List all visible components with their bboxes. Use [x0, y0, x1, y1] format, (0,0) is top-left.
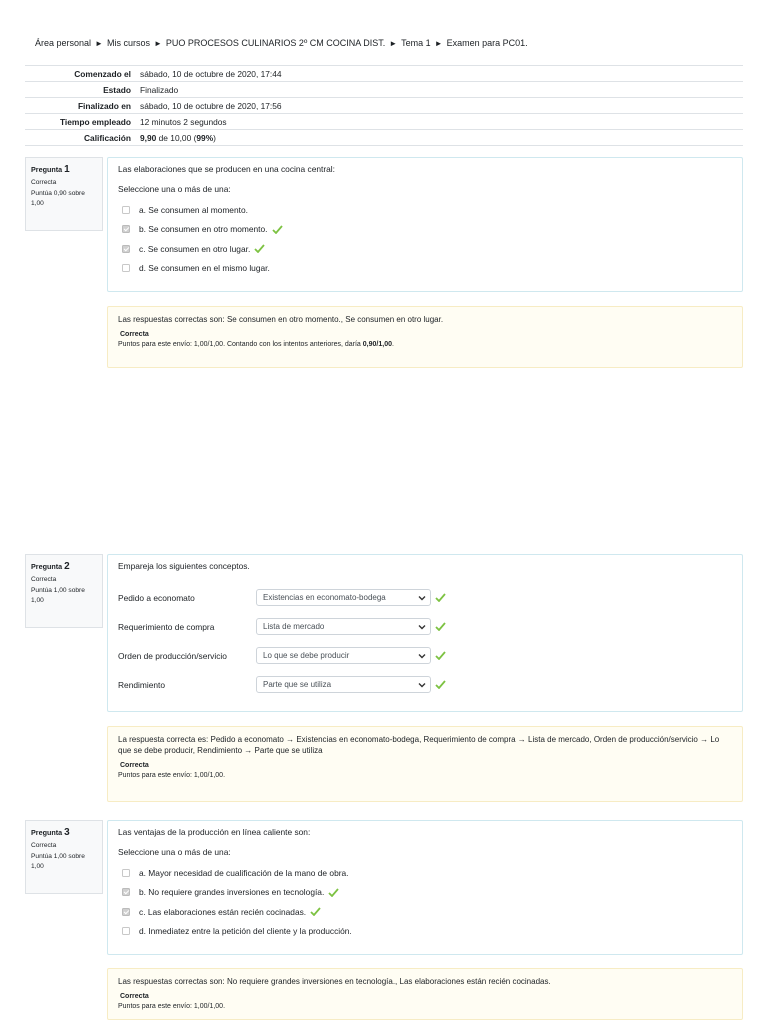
answer-option[interactable]: [118, 902, 732, 922]
question-info: [25, 820, 103, 894]
summary-label: Tiempo empleado: [59, 116, 131, 127]
check-icon: [328, 888, 339, 897]
answer-checkbox[interactable]: [122, 245, 130, 253]
feedback-grade-bold: 0,90/1,00: [362, 340, 392, 348]
match-selected-value: Lista de mercado: [263, 622, 325, 631]
match-row: [118, 670, 732, 699]
summary-row: [25, 66, 743, 82]
feedback-state: Correcta: [120, 762, 149, 770]
summary-row: [25, 114, 743, 130]
summary-value: sábado, 10 de octubre de 2020, 17:44: [140, 68, 282, 79]
match-select[interactable]: [256, 618, 431, 635]
answer-checkbox[interactable]: [122, 206, 130, 214]
answer-option[interactable]: [118, 239, 732, 259]
right-answer: Las respuestas correctas son: Se consumen en otro momento., Se consumen en otro lugar.: [118, 315, 444, 324]
question-text: Las elaboraciones que se producen en una cocina central:: [118, 164, 335, 174]
match-label: Pedido a economato: [118, 592, 195, 603]
summary-value: 12 minutos 2 segundos: [140, 116, 227, 127]
match-label: Requerimiento de compra: [118, 621, 215, 632]
match-row: [118, 583, 732, 612]
answer-label: a. Se consumen al momento.: [139, 204, 248, 215]
feedback-state: Correcta: [120, 331, 149, 339]
answer-checkbox[interactable]: [122, 264, 130, 272]
question-state: Correcta: [31, 842, 57, 849]
answer-label: b. Se consumen en otro momento.: [139, 224, 268, 235]
summary-label: Estado: [103, 84, 131, 95]
match-selected-value: Parte que se utiliza: [263, 680, 332, 689]
question-info: [25, 554, 103, 628]
question-prompt: Seleccione una o más de una:: [118, 184, 231, 194]
grade-label: Calificación: [83, 132, 131, 143]
chevron-down-icon: [418, 682, 426, 688]
breadcrumb-separator: ►: [153, 39, 162, 48]
question-feedback: [107, 968, 743, 1020]
summary-row: [25, 82, 743, 98]
summary-label: Finalizado en: [77, 100, 131, 111]
question-prefix: Pregunta: [31, 828, 63, 837]
question-info: [25, 157, 103, 231]
question-mark: Puntúa 0,90 sobre 1,00: [31, 189, 85, 208]
question-text: Las ventajas de la producción en línea caliente son:: [118, 827, 311, 837]
breadcrumb-separator: ►: [389, 39, 398, 48]
check-icon: [272, 225, 283, 234]
right-answer: Las respuestas correctas son: No requiere grandes inversiones en tecnología., Las elaboraciones están recién cocinadas.: [118, 977, 551, 986]
answer-option[interactable]: [118, 922, 732, 942]
question-prefix: Pregunta: [31, 562, 63, 571]
match-label: Orden de producción/servicio: [118, 650, 227, 661]
question-number: [31, 559, 97, 575]
question-feedback: [107, 726, 743, 802]
answer-label: b. No requiere grandes inversiones en tecnología.: [139, 887, 325, 898]
summary-value: sábado, 10 de octubre de 2020, 17:56: [140, 100, 282, 111]
summary-label: Comenzado el: [74, 68, 131, 79]
chevron-down-icon: [418, 595, 426, 601]
answer-option[interactable]: [118, 863, 732, 883]
feedback-grade-text: Puntos para este envío: 1,00/1,00. Contando con los intentos anteriores, daría: [118, 340, 361, 348]
match-selected-value: Lo que se debe producir: [263, 651, 350, 660]
feedback-grade: Puntos para este envío: 1,00/1,00.: [118, 1002, 226, 1010]
summary-value: Finalizado: [140, 84, 179, 95]
match-selected-value: Existencias en economato-bodega: [263, 593, 386, 602]
question-feedback: [107, 306, 743, 368]
question-number-value: 2: [64, 561, 70, 572]
question-content: [107, 157, 743, 292]
check-icon: [435, 593, 446, 602]
match-label: Rendimiento: [118, 679, 166, 690]
answer-checkbox[interactable]: [122, 869, 130, 877]
match-select[interactable]: [256, 647, 431, 664]
question-prompt: Seleccione una o más de una:: [118, 847, 231, 857]
grade-of: de 10,00: [158, 132, 192, 143]
breadcrumb-home[interactable]: Área personal: [35, 38, 92, 48]
question-state: Correcta: [31, 179, 57, 186]
grade-percent: 99%: [196, 132, 214, 143]
check-icon: [310, 907, 321, 916]
check-icon: [435, 651, 446, 660]
answer-option[interactable]: [118, 259, 732, 279]
question-mark: Puntúa 1,00 sobre 1,00: [31, 586, 85, 605]
match-row: [118, 641, 732, 670]
answer-label: c. Las elaboraciones están recién cocinadas.: [139, 906, 307, 917]
question-number: [31, 825, 97, 841]
breadcrumb: [35, 38, 528, 48]
question-prefix: Pregunta: [31, 165, 63, 174]
breadcrumb-separator: ►: [95, 39, 103, 48]
answer-checkbox[interactable]: [122, 908, 130, 916]
attempt-summary-table: [25, 65, 743, 146]
question-number: [31, 162, 97, 178]
question-content: [107, 820, 743, 955]
grade-score: 9,90: [140, 132, 157, 143]
question-mark: Puntúa 1,00 sobre 1,00: [31, 852, 85, 871]
answer-label: a. Mayor necesidad de cualificación de la mano de obra.: [139, 867, 349, 878]
question-number-value: 3: [64, 827, 70, 838]
answer-label: c. Se consumen en otro lugar.: [139, 243, 251, 254]
answer-checkbox[interactable]: [122, 225, 130, 233]
summary-row: [25, 98, 743, 114]
feedback-grade: Puntos para este envío: 1,00/1,00. Contando con los intentos anteriores, daría 0,90/1,00.: [118, 340, 394, 348]
answer-option[interactable]: [118, 220, 732, 240]
match-row: [118, 612, 732, 641]
answer-label: d. Inmediatez entre la petición del cliente y la producción.: [139, 926, 352, 937]
feedback-grade: Puntos para este envío: 1,00/1,00.: [118, 772, 226, 780]
check-icon: [435, 622, 446, 631]
answer-checkbox[interactable]: [122, 927, 130, 935]
breadcrumb-separator: ►: [434, 39, 443, 48]
breadcrumb-course[interactable]: PUO PROCESOS CULINARIOS 2º CM COCINA DIST.: [165, 38, 386, 48]
check-icon: [435, 680, 446, 689]
match-select[interactable]: [256, 676, 431, 693]
check-icon: [254, 244, 265, 253]
breadcrumb-my-courses[interactable]: Mis cursos: [106, 38, 150, 48]
right-answer: La respuesta correcta es: Pedido a economato → Existencias en economato-bodega, Requerimiento de compra → Lista de mercado, Orden de producción/servicio → Lo que se debe producir, Rendimiento → Parte que se utiliza: [118, 735, 720, 756]
answer-label: d. Se consumen en el mismo lugar.: [139, 263, 270, 274]
feedback-state: Correcta: [120, 993, 149, 1001]
answer-option[interactable]: [118, 200, 732, 220]
answer-option[interactable]: [118, 883, 732, 903]
question-content: [107, 554, 743, 712]
chevron-down-icon: [418, 653, 426, 659]
question-text: Empareja los siguientes conceptos.: [118, 561, 250, 571]
match-select[interactable]: [256, 589, 431, 606]
question-state: Correcta: [31, 576, 57, 583]
summary-row-grade: [25, 130, 743, 146]
question-number-value: 1: [64, 164, 70, 175]
grade-value: 9,90 de 10,00 (99%): [140, 132, 216, 143]
breadcrumb-topic[interactable]: Tema 1: [401, 38, 431, 48]
breadcrumb-quiz[interactable]: Examen para PC01.: [446, 38, 528, 48]
chevron-down-icon: [418, 624, 426, 630]
answer-checkbox[interactable]: [122, 888, 130, 896]
